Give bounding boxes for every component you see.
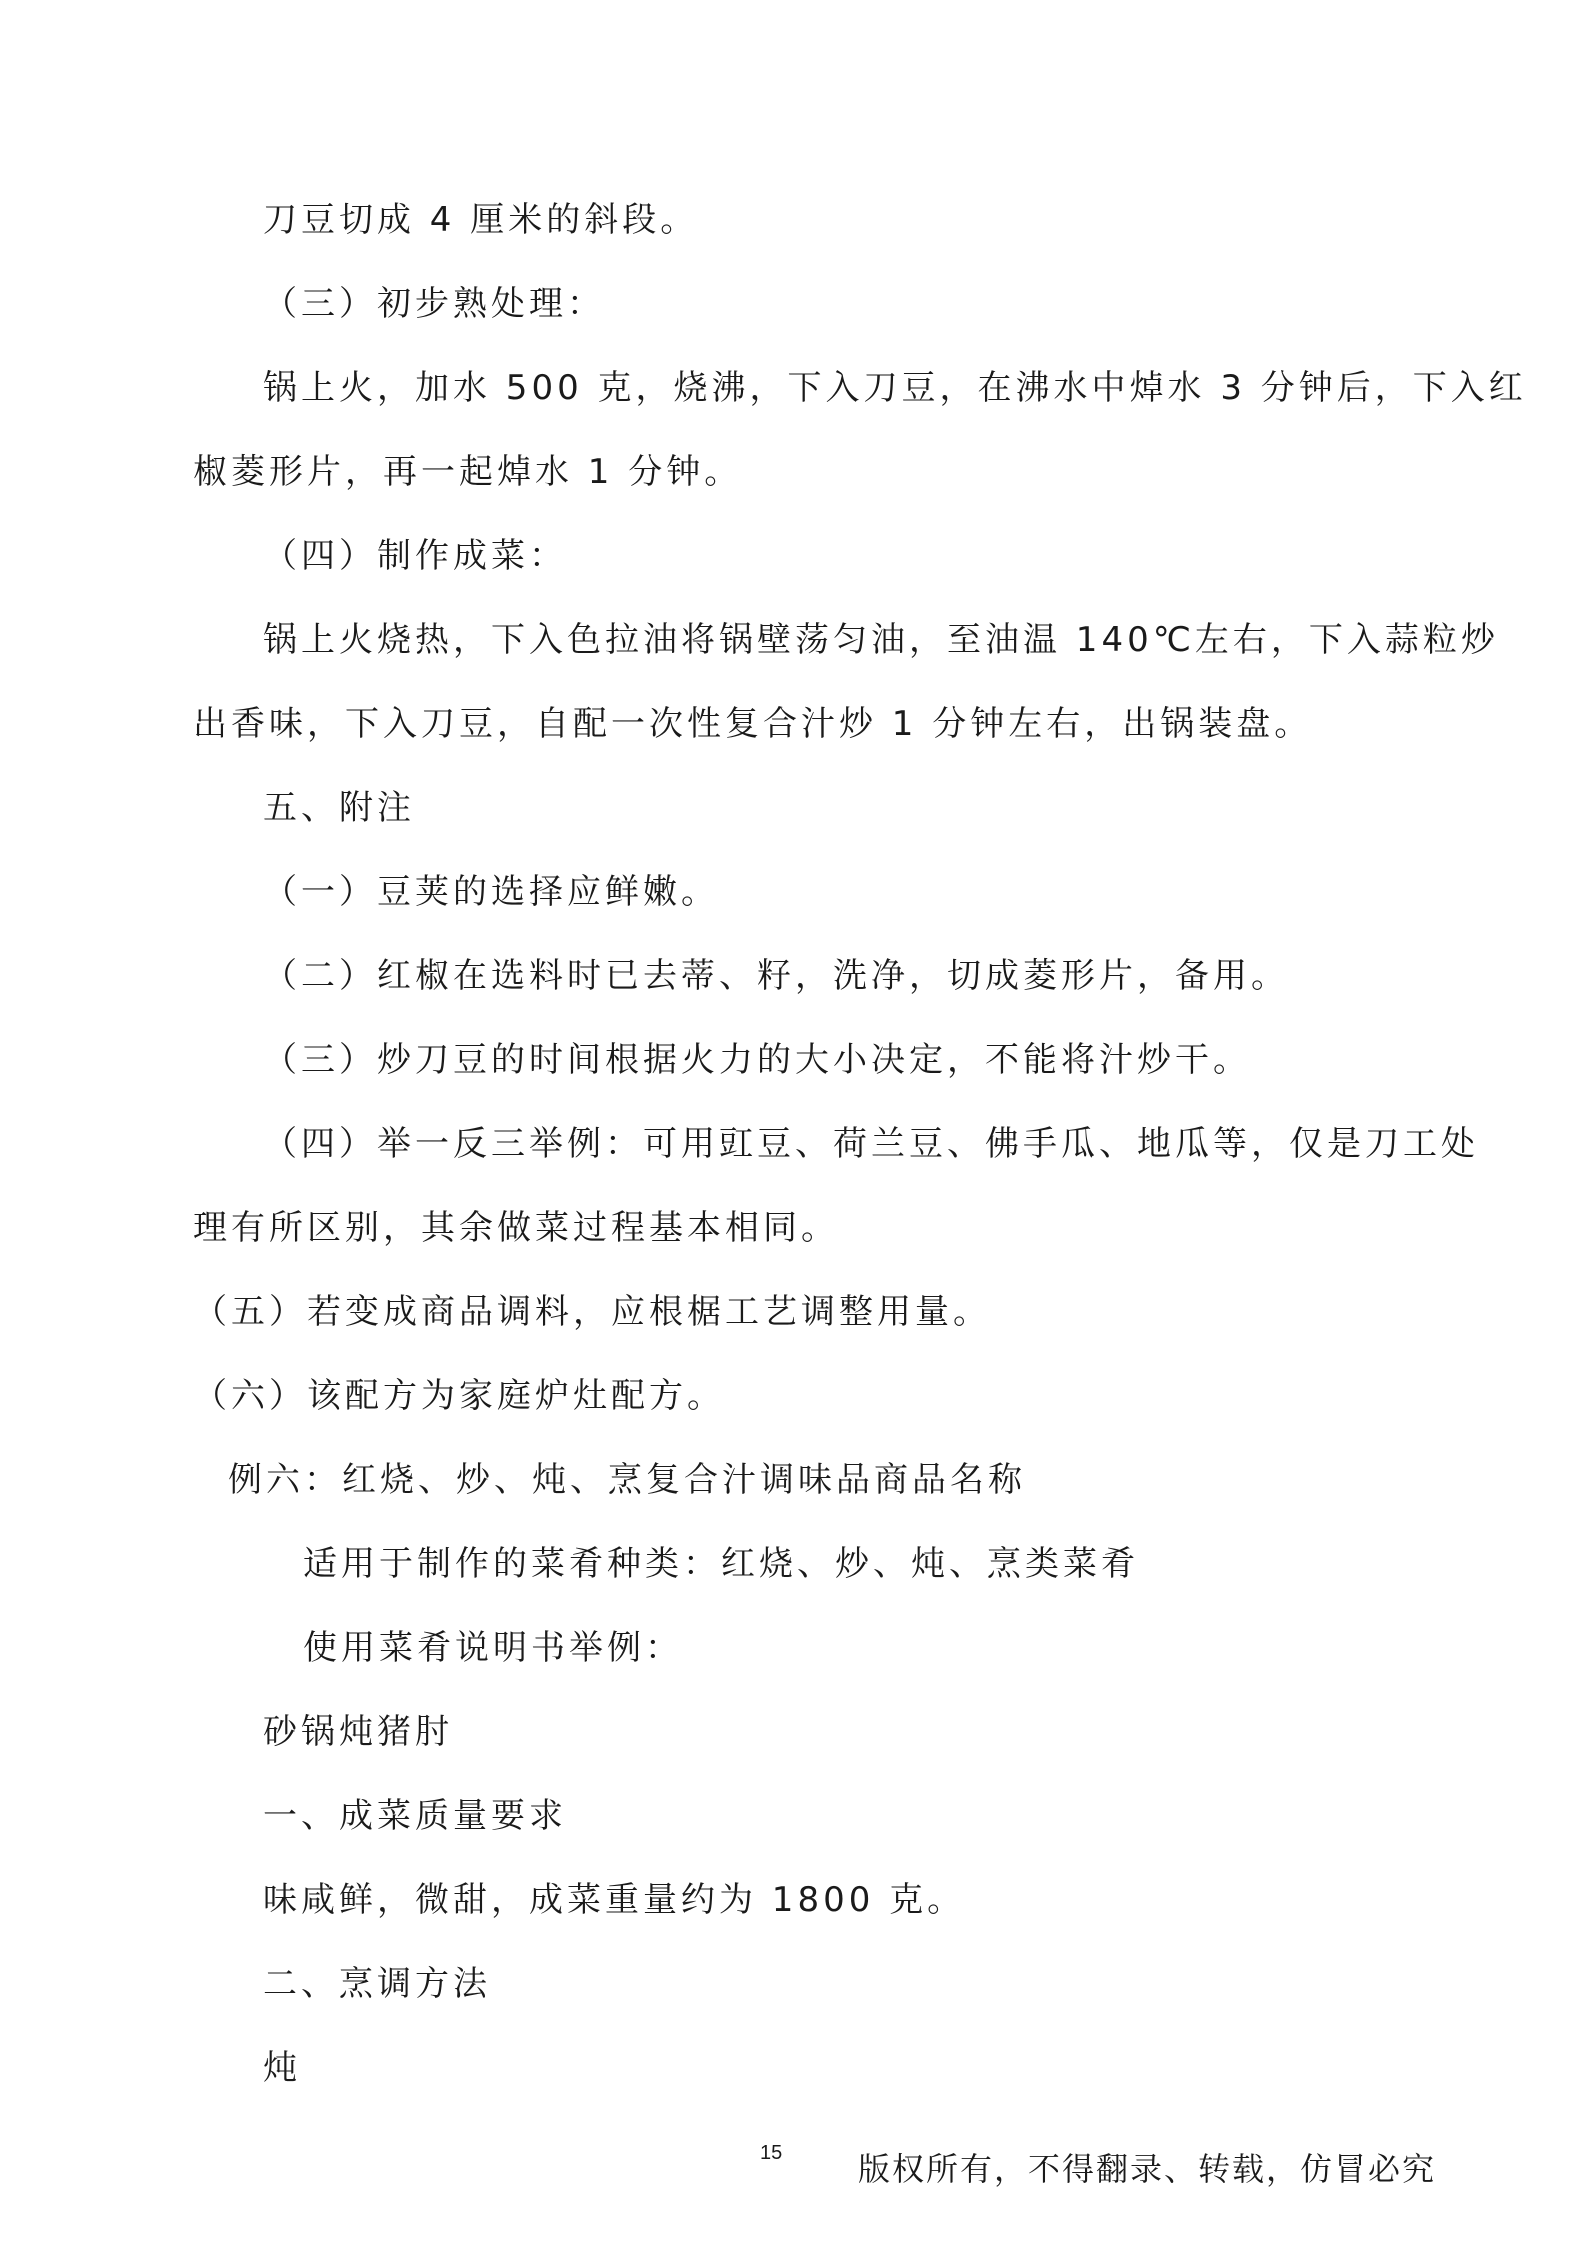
dish-title: 砂锅炖猪肘: [263, 1712, 453, 1752]
text-line: （一）豆荚的选择应鲜嫩。: [263, 872, 719, 912]
copyright-notice: 版权所有，不得翻录、转载，仿冒必究: [858, 2150, 1437, 2188]
text-line: 炖: [263, 2048, 301, 2088]
text-line: 理有所区别，其余做菜过程基本相同。: [193, 1208, 839, 1248]
text-line: 锅上火烧热，下入色拉油将锅壁荡匀油，至油温 140℃左右，下入蒜粒炒: [263, 620, 1499, 660]
section-heading: 一、成菜质量要求: [263, 1796, 567, 1836]
text-line: 椒菱形片，再一起焯水 1 分钟。: [193, 452, 743, 492]
text-line: 适用于制作的菜肴种类：红烧、炒、炖、烹类菜肴: [303, 1544, 1139, 1584]
section-heading: 五、附注: [263, 788, 415, 828]
example-title: 例六：红烧、炒、炖、烹复合汁调味品商品名称: [228, 1460, 1026, 1500]
text-line: 锅上火，加水 500 克，烧沸，下入刀豆，在沸水中焯水 3 分钟后，下入红: [263, 368, 1527, 408]
text-line: （五）若变成商品调料，应根椐工艺调整用量。: [193, 1292, 991, 1332]
section-heading: （四）制作成菜：: [263, 536, 567, 576]
text-line: 使用菜肴说明书举例：: [303, 1628, 683, 1668]
text-line: 味咸鲜，微甜，成菜重量约为 1800 克。: [263, 1880, 966, 1920]
section-heading: 二、烹调方法: [263, 1964, 491, 2004]
page-number: 15: [760, 2142, 783, 2164]
text-line: （四）举一反三举例：可用豇豆、荷兰豆、佛手瓜、地瓜等，仅是刀工处: [263, 1124, 1479, 1164]
text-line: 刀豆切成 4 厘米的斜段。: [263, 200, 699, 240]
text-line: （三）炒刀豆的时间根据火力的大小决定，不能将汁炒干。: [263, 1040, 1251, 1080]
section-heading: （三）初步熟处理：: [263, 284, 605, 324]
text-line: （六）该配方为家庭炉灶配方。: [193, 1376, 725, 1416]
text-line: 出香味，下入刀豆，自配一次性复合汁炒 1 分钟左右，出锅装盘。: [193, 704, 1313, 744]
text-line: （二）红椒在选料时已去蒂、籽，洗净，切成菱形片，备用。: [263, 956, 1289, 996]
